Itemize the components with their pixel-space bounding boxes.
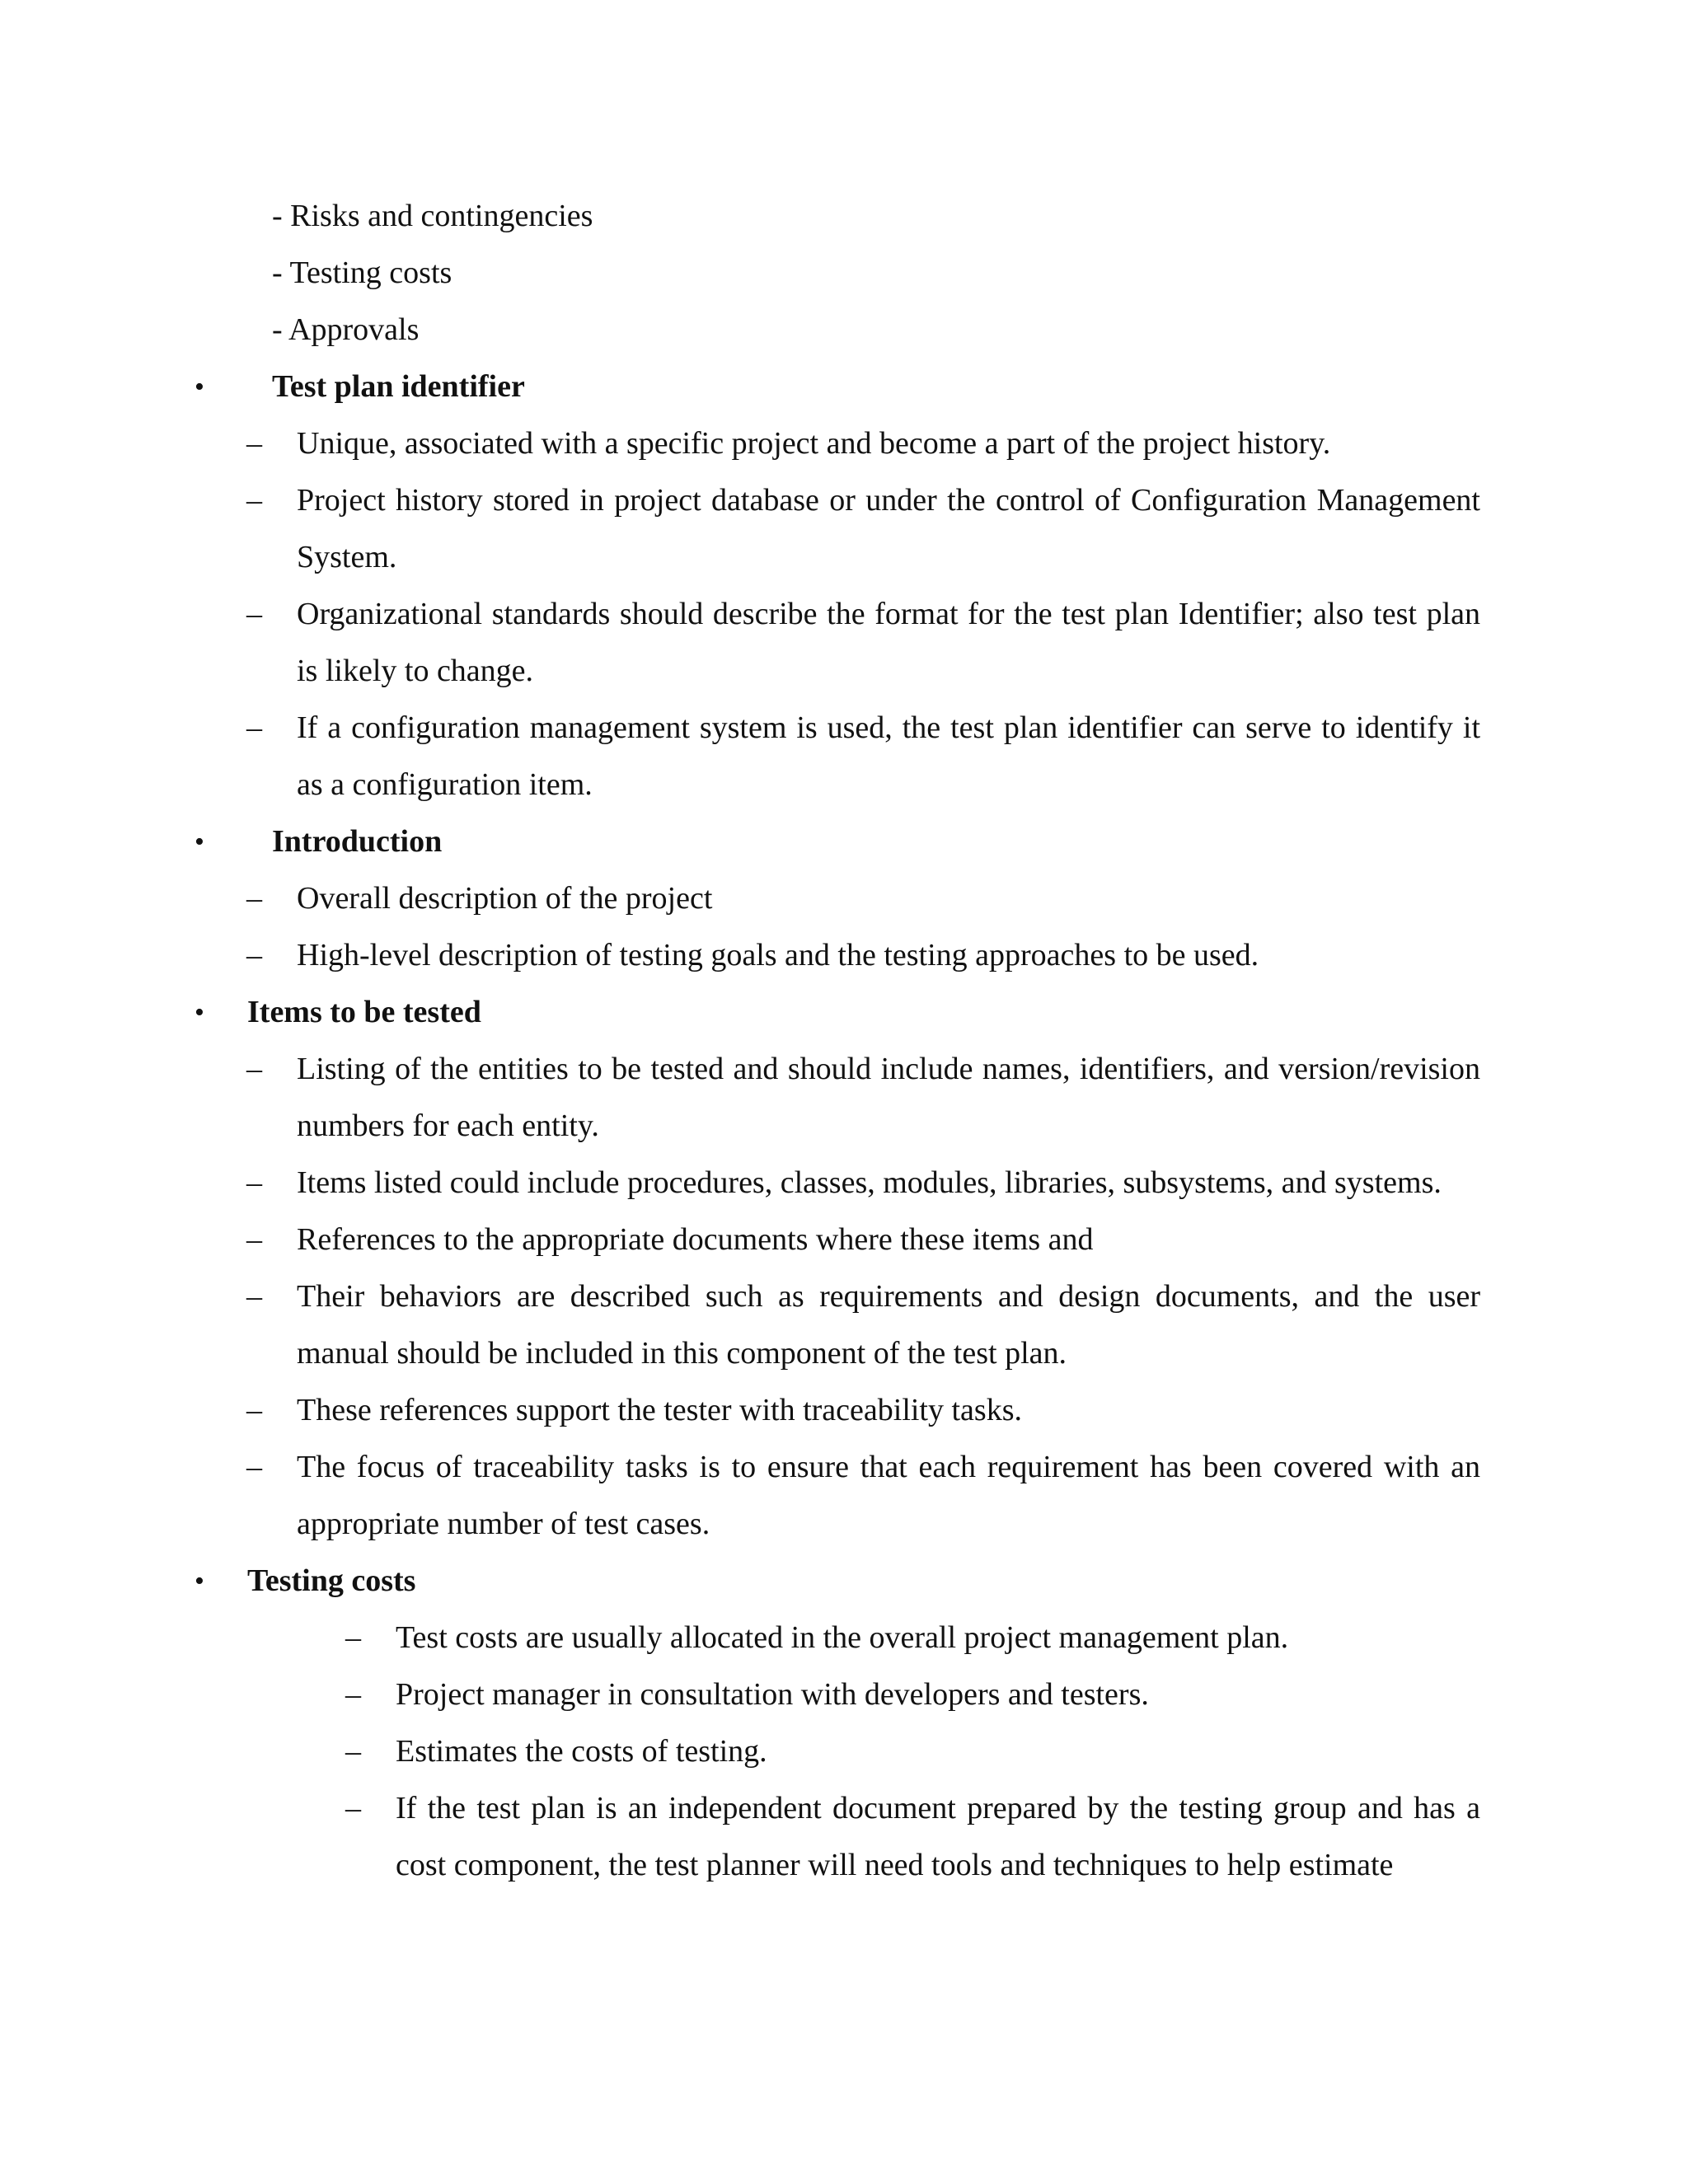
section-heading-items-to-be-tested [0,984,1688,1041]
list-item-text: Items listed could include procedures, classes, modules, libraries, subsystems, and systems. [297,1165,1442,1200]
dash-icon: – [246,483,262,518]
list-item-text: Project manager in consultation with developers and testers. [396,1677,1149,1712]
list-item-text: Organizational standards should describe the format for the test plan Identifier; also test plan is likely to change. [297,597,1480,688]
list-item [246,700,1480,813]
list-item-text: Their behaviors are described such as requirements and design documents, and the user manual should be included in this component of the test plan. [297,1279,1480,1371]
dash-icon: – [246,938,262,972]
list-item [246,870,1480,927]
intro-line-approvals: - Approvals [272,312,420,347]
list-item [345,1610,1480,1666]
dash-icon: – [246,1393,262,1427]
dash-icon: – [246,881,262,916]
section-title: Items to be tested [247,995,481,1029]
dash-icon: – [246,426,262,461]
list-item-text: References to the appropriate documents where these items and [297,1222,1094,1257]
list-item [345,1723,1480,1780]
list-item [246,1439,1480,1553]
document-page [0,188,1688,1894]
dash-icon: – [246,1165,262,1200]
dash-icon: – [345,1791,361,1825]
dash-icon: – [246,1222,262,1257]
list-item-text: Listing of the entities to be tested and should include names, identifiers, and version/revision numbers for each entity. [297,1052,1480,1143]
dash-icon: – [246,1279,262,1314]
bullet-icon: • [195,372,204,402]
bullet-icon: • [195,827,204,857]
list-item-text: The focus of traceability tasks is to ensure that each requirement has been covered with an appropriate number of test cases. [297,1450,1480,1541]
dash-icon: – [345,1620,361,1655]
list-item [246,1155,1480,1212]
bullet-icon: • [195,1566,204,1596]
list-item-text: Overall description of the project [297,881,713,916]
list-item-text: Test costs are usually allocated in the overall project management plan. [396,1620,1289,1655]
section-heading-test-plan-identifier [0,359,1688,415]
list-item-text: These references support the tester with traceability tasks. [297,1393,1022,1427]
list-item [246,472,1480,586]
list-item-text: Project history stored in project database or under the control of Configuration Management System. [297,483,1480,574]
list-item-text: Estimates the costs of testing. [396,1734,767,1769]
dash-icon: – [246,1052,262,1086]
list-item [246,1268,1480,1382]
list-item [345,1666,1480,1723]
list-item [246,586,1480,700]
intro-line-risks: - Risks and contingencies [272,199,593,233]
list-item-text: Unique, associated with a specific project and become a part of the project history. [297,426,1331,461]
list-item [246,1382,1480,1439]
list-item-text: If a configuration management system is used, the test plan identifier can serve to identify it as a configuration item. [297,710,1480,802]
section-title: Introduction [272,824,443,859]
dash-icon: – [345,1734,361,1769]
list-item-text: If the test plan is an independent document prepared by the testing group and has a cost component, the test planner will need tools and techniques to help estimate [396,1791,1480,1882]
section-heading-testing-costs [0,1553,1688,1610]
dash-icon: – [246,1450,262,1484]
dash-icon: – [345,1677,361,1712]
list-item [246,1212,1480,1268]
list-item [246,1041,1480,1155]
list-item-text: High-level description of testing goals and the testing approaches to be used. [297,938,1259,972]
intro-line-costs: - Testing costs [272,255,452,290]
section-title: Testing costs [247,1563,416,1598]
list-item [345,1780,1480,1894]
section-heading-introduction [0,813,1688,870]
list-item [246,415,1480,472]
list-item [246,927,1480,984]
section-title: Test plan identifier [272,369,525,404]
dash-icon: – [246,597,262,631]
bullet-icon: • [195,997,204,1028]
dash-icon: – [246,710,262,745]
